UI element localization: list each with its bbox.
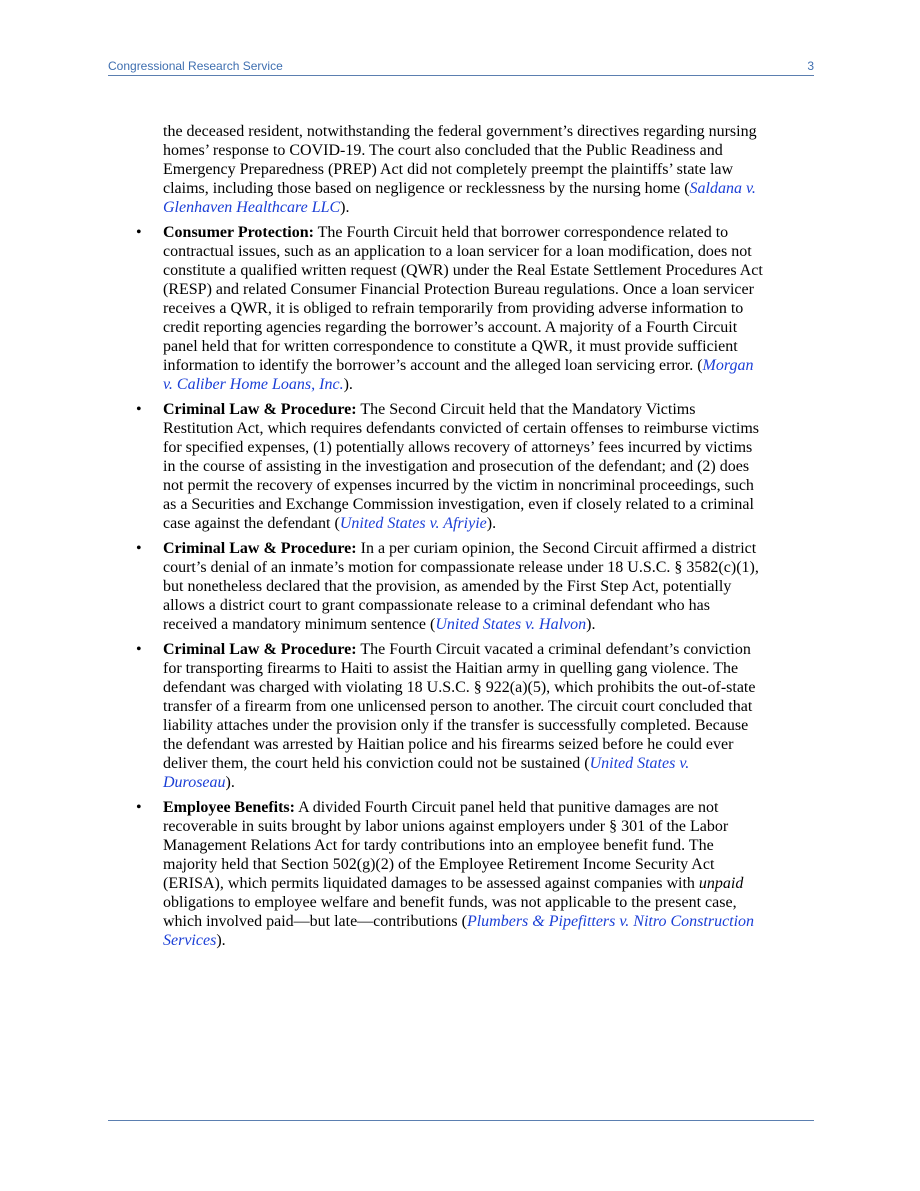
item-lead: Criminal Law & Procedure: bbox=[163, 641, 357, 658]
bullet-icon: • bbox=[136, 224, 142, 241]
header-org-name: Congressional Research Service bbox=[108, 59, 283, 73]
list-item bbox=[136, 223, 763, 394]
case-summary-list bbox=[136, 223, 763, 950]
footer-divider bbox=[108, 1120, 814, 1121]
intro-text: the deceased resident, notwithstanding the federal government’s directives regarding nursing homes’ response to COVID-19. The court also concluded that the Public Readiness and Emergency Preparedness (PREP) Act did not completely preempt the plaintiffs’ state law claims, including those based on negligence or recklessness by the nursing home ( bbox=[163, 123, 757, 197]
item-text: In a per curiam opinion, the Second Circuit affirmed a district court’s denial of an inmate’s motion for compassionate release under 18 U.S.C. § 3582(c)(1), but nonetheless declared that the provision, as amended by the First Step Act, potentially allows a district court to grant compassionate release to a criminal defendant who has received a mandatory minimum sentence ( bbox=[163, 540, 759, 633]
item-lead: Consumer Protection: bbox=[163, 224, 314, 241]
item-text: The Second Circuit held that the Mandatory Victims Restitution Act, which requires defendants convicted of certain offenses to reimburse victims for specified expenses, (1) potentially allows recovery of attorneys’ fees incurred by victims in the course of assisting in the investigation and prosecution of the defendant; and (2) does not permit the recovery of expenses incurred by the victim in noncriminal proceedings, such as a Securities and Exchange Commission investigation, even if closely related to a criminal case against the defendant ( bbox=[163, 401, 759, 532]
intro-after: ). bbox=[340, 199, 350, 216]
list-item bbox=[136, 400, 763, 533]
item-text: The Fourth Circuit vacated a criminal defendant’s conviction for transporting firearms to Haiti to assist the Haitian army in quelling gang violence. The defendant was charged with violating 18 U.S.C. § 922(a)(5), which prohibits the out-of-state transfer of a firearm from one unlicensed person to another. The circuit court concluded that liability attaches under the provision only if the transfer is successfully completed. Because the defendant was arrested by Haitian police and his firearms seized before he could ever deliver them, the court held his conviction could not be sustained ( bbox=[163, 641, 756, 772]
list-item bbox=[136, 798, 763, 950]
case-link-halvon[interactable]: United States v. Halvon bbox=[435, 616, 587, 633]
intro-paragraph bbox=[163, 122, 763, 217]
page-header bbox=[108, 57, 814, 76]
bullet-icon: • bbox=[136, 401, 142, 418]
item-after: ). bbox=[225, 774, 235, 791]
item-lead: Criminal Law & Procedure: bbox=[163, 401, 357, 418]
case-link-afriyie[interactable]: United States v. Afriyie bbox=[339, 515, 487, 532]
case-link-plumbers[interactable]: Plumbers & Pipefitters v. Nitro Construction Services bbox=[163, 913, 755, 949]
case-link-duroseau[interactable]: United States v. Duroseau bbox=[163, 755, 690, 791]
item-text: The Fourth Circuit held that borrower correspondence related to contractual issues, such as an application to a loan servicer for a loan modification, does not constitute a qualified written request (QWR) under the Real Estate Settlement Procedures Act (RESP) and related Consumer Financial Protection Bureau regulations. Once a loan servicer receives a QWR, it is obliged to refrain temporarily from providing adverse information to credit reporting agencies regarding the borrower’s account. A majority of a Fourth Circuit panel held that for written correspondence to constitute a QWR, it must provide sufficient information to identify the borrower’s account and the alleged loan servicing error. ( bbox=[163, 224, 763, 374]
case-link-morgan[interactable]: Morgan v. Caliber Home Loans, Inc. bbox=[163, 357, 754, 393]
item-after: ). bbox=[216, 932, 226, 949]
item-emphasis: unpaid bbox=[698, 875, 744, 892]
page-number: 3 bbox=[807, 59, 814, 73]
item-lead: Employee Benefits: bbox=[163, 799, 295, 816]
list-item bbox=[136, 640, 763, 792]
item-after: ). bbox=[343, 376, 353, 393]
item-lead: Criminal Law & Procedure: bbox=[163, 540, 357, 557]
item-text: A divided Fourth Circuit panel held that punitive damages are not recoverable in suits brought by labor unions against employers under § 301 of the Labor Management Relations Act for tardy contributions into an employee benefit fund. The majority held that Section 502(g)(2) of the Employee Retirement Income Security Act (ERISA), which permits liquidated damages to be assessed against companies with bbox=[163, 799, 729, 892]
list-item bbox=[136, 539, 763, 634]
bullet-icon: • bbox=[136, 641, 142, 658]
item-text-continued: obligations to employee welfare and benefit funds, was not applicable to the present case, which involved paid—but late—contributions ( bbox=[163, 894, 737, 930]
document-body bbox=[136, 122, 763, 950]
bullet-icon: • bbox=[136, 540, 142, 557]
bullet-icon: • bbox=[136, 799, 142, 816]
case-link-saldana[interactable]: Saldana v. Glenhaven Healthcare LLC bbox=[163, 180, 756, 216]
item-after: ). bbox=[486, 515, 497, 532]
item-after: ). bbox=[586, 616, 596, 633]
